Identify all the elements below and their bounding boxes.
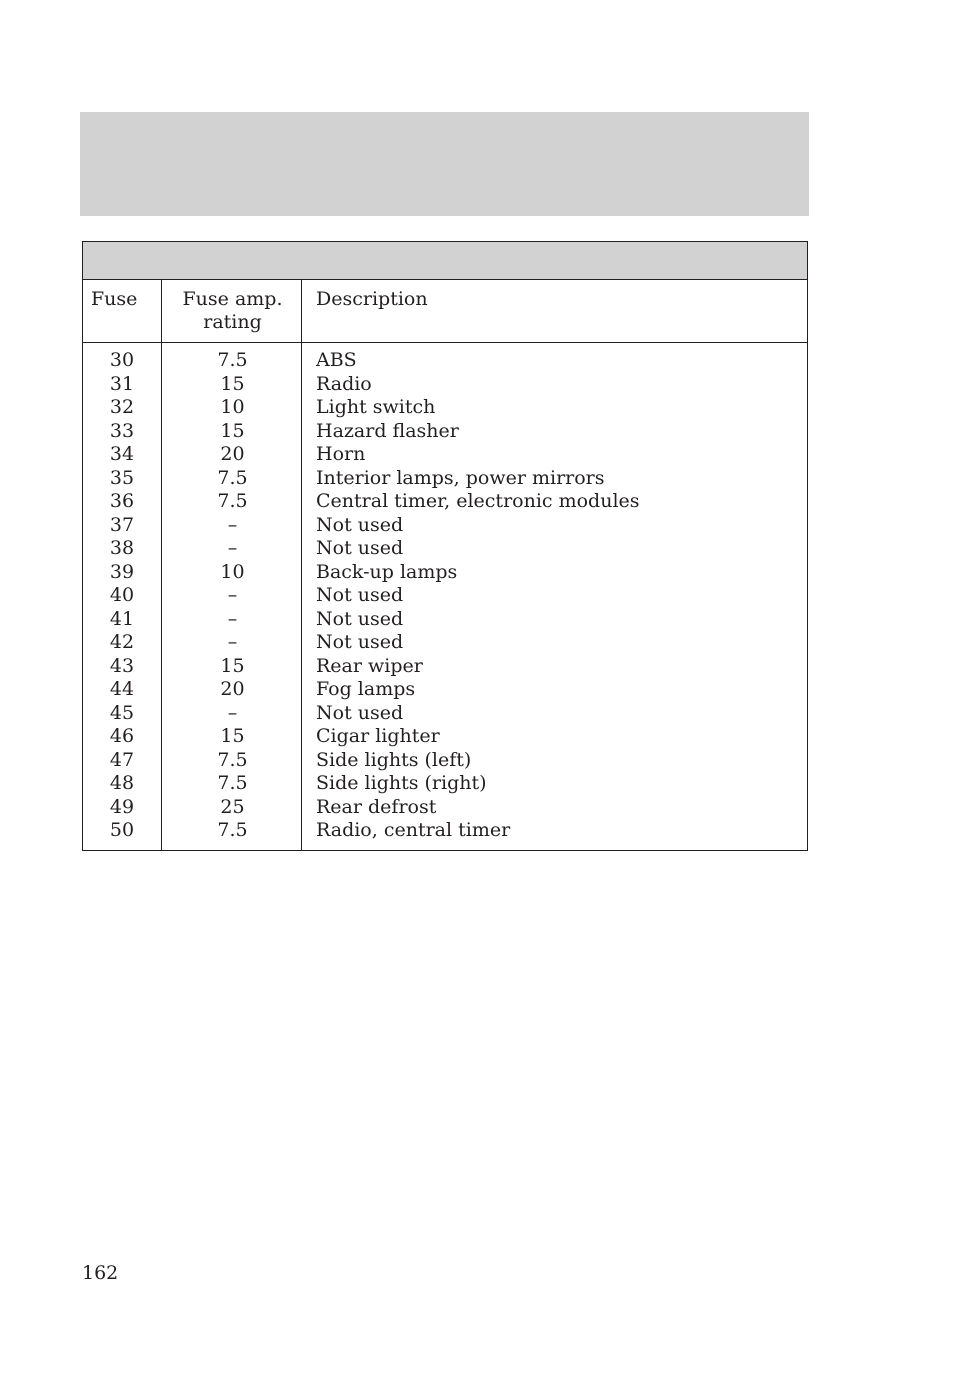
header-row-divider	[83, 342, 807, 343]
fuse-number-cell: 35	[109, 466, 135, 489]
description-cell: Not used	[316, 701, 404, 724]
description-cell: Rear wiper	[316, 654, 423, 677]
amp-rating-cell: 25	[220, 795, 245, 818]
table-row	[83, 608, 807, 632]
fuse-number-cell: 37	[109, 513, 135, 536]
table-row	[83, 772, 807, 796]
fuse-number-cell: 49	[109, 795, 135, 818]
column-header-description: Description	[316, 288, 428, 310]
amp-rating-cell: 7.5	[217, 772, 248, 794]
description-cell: Rear defrost	[316, 795, 437, 818]
description-cell: Not used	[316, 513, 404, 536]
table-row	[83, 443, 807, 467]
table-row	[83, 467, 807, 491]
description-cell: Radio, central timer	[316, 819, 511, 841]
amp-rating-cell: –	[227, 513, 238, 536]
amp-rating-cell: 15	[220, 372, 245, 395]
description-cell: Not used	[316, 631, 404, 653]
amp-rating-cell: 10	[220, 560, 245, 583]
table-row	[83, 819, 807, 843]
amp-rating-cell: 7.5	[217, 349, 248, 371]
fuse-number-cell: 33	[109, 419, 135, 442]
amp-rating-cell: 7.5	[217, 490, 248, 512]
table-row	[83, 490, 807, 514]
fuse-number-cell: 39	[109, 560, 135, 583]
fuse-number-cell: 41	[109, 607, 135, 630]
fuse-table	[82, 241, 808, 851]
amp-rating-cell: 15	[220, 419, 245, 442]
amp-rating-cell: –	[227, 537, 238, 559]
description-cell: Side lights (right)	[316, 772, 487, 794]
fuse-number-cell: 43	[109, 654, 135, 677]
amp-rating-cell: 15	[220, 654, 245, 677]
table-row	[83, 749, 807, 773]
description-cell: Cigar lighter	[316, 725, 440, 747]
description-cell: Not used	[316, 584, 404, 606]
table-row	[83, 373, 807, 397]
description-cell: Back-up lamps	[316, 560, 458, 583]
table-row	[83, 655, 807, 679]
fuse-number-cell: 40	[109, 584, 135, 606]
page-number: 162	[82, 1262, 119, 1284]
table-row	[83, 702, 807, 726]
table-title-bar	[83, 242, 807, 280]
header-band	[80, 112, 809, 216]
fuse-number-cell: 38	[109, 537, 135, 559]
description-cell: Hazard flasher	[316, 419, 459, 442]
fuse-number-cell: 44	[109, 678, 135, 700]
description-cell: Horn	[316, 443, 366, 465]
description-cell: Fog lamps	[316, 678, 416, 700]
table-body	[83, 349, 807, 843]
table-row	[83, 561, 807, 585]
column-header-amp-rating	[163, 288, 302, 334]
amp-rating-cell: 7.5	[217, 466, 248, 489]
table-row	[83, 725, 807, 749]
description-cell: Side lights (left)	[316, 748, 472, 771]
amp-rating-cell: 10	[220, 396, 245, 418]
amp-rating-cell: 7.5	[217, 748, 248, 771]
fuse-number-cell: 50	[109, 819, 135, 841]
fuse-number-cell: 48	[109, 772, 135, 794]
column-header-amp-line1: Fuse amp.	[182, 288, 283, 310]
amp-rating-cell: –	[227, 701, 238, 724]
table-row	[83, 584, 807, 608]
amp-rating-cell: 15	[220, 725, 245, 747]
description-cell: Radio	[316, 372, 372, 395]
fuse-number-cell: 30	[109, 349, 135, 371]
table-row	[83, 537, 807, 561]
amp-rating-cell: 20	[220, 443, 245, 465]
table-row	[83, 514, 807, 538]
table-row	[83, 420, 807, 444]
fuse-number-cell: 34	[109, 443, 135, 465]
table-row	[83, 796, 807, 820]
fuse-number-cell: 36	[109, 490, 135, 512]
description-cell: Central timer, electronic modules	[316, 490, 640, 512]
table-row	[83, 396, 807, 420]
table-row	[83, 631, 807, 655]
amp-rating-cell: –	[227, 607, 238, 630]
amp-rating-cell: –	[227, 584, 238, 606]
column-header-fuse: Fuse	[91, 288, 138, 310]
description-cell: Light switch	[316, 396, 436, 418]
description-cell: Not used	[316, 607, 404, 630]
fuse-number-cell: 46	[109, 725, 135, 747]
description-cell: Not used	[316, 537, 404, 559]
amp-rating-cell: 20	[220, 678, 245, 700]
fuse-number-cell: 47	[109, 748, 135, 771]
fuse-number-cell: 45	[109, 701, 135, 724]
amp-rating-cell: –	[227, 631, 238, 653]
fuse-number-cell: 42	[109, 631, 135, 653]
description-cell: Interior lamps, power mirrors	[316, 466, 605, 489]
amp-rating-cell: 7.5	[217, 819, 248, 841]
description-cell: ABS	[316, 349, 357, 371]
table-row	[83, 678, 807, 702]
table-row	[83, 349, 807, 373]
fuse-number-cell: 31	[109, 372, 135, 395]
column-header-amp-line2: rating	[203, 311, 262, 333]
fuse-number-cell: 32	[109, 396, 135, 418]
